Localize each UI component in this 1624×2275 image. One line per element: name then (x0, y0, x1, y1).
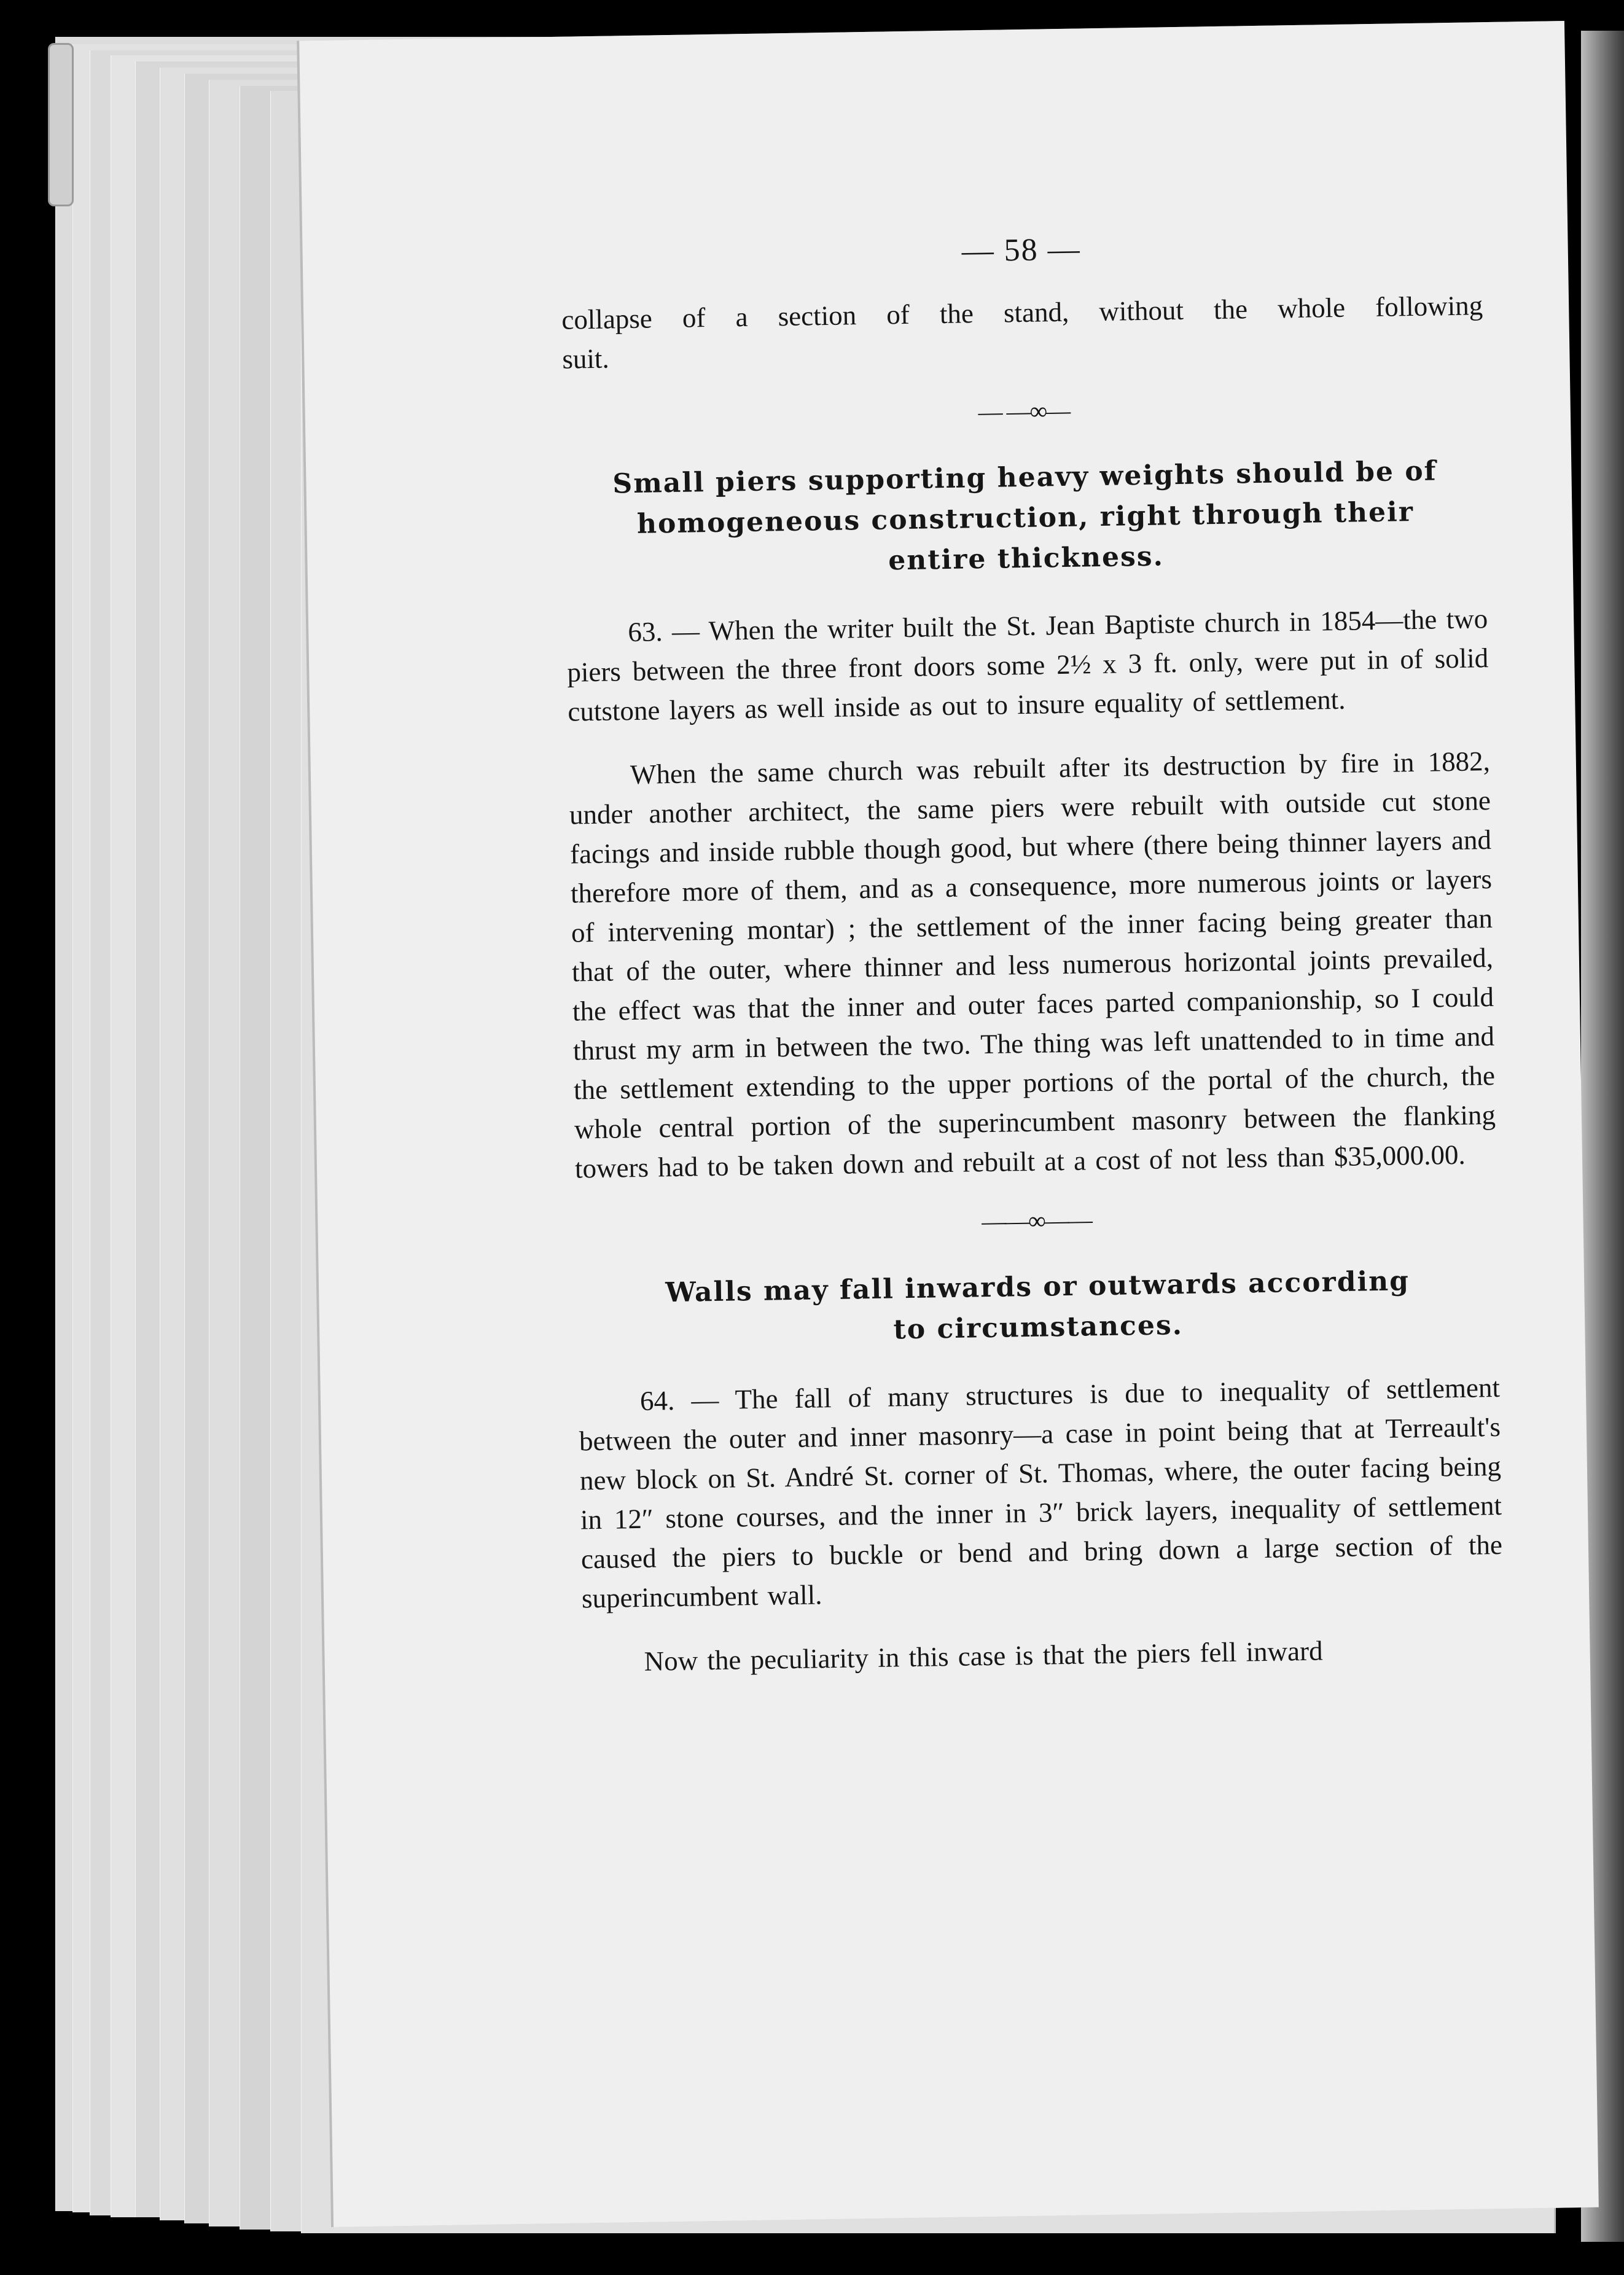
section-63-paragraph-1: 63. — When the writer built the St. Jean Baptiste church in 1854—the two piers between the three front doors some 2½ x 3 ft. only, were put in of solid cutstone layers as well inside as out to insure equality of settlement. (566, 603, 1489, 727)
section-64-heading-line-1: Walls may fall inwards or outwards according (665, 1265, 1410, 1309)
section-divider-ornament: — —∞— (978, 396, 1070, 426)
section-63-heading (564, 450, 1487, 587)
opening-line-2: suit. (561, 343, 610, 375)
section-63-heading-line-2: homogeneous construction, right through their (636, 496, 1415, 540)
page-content (560, 225, 1504, 1682)
section-63-heading-line-1: Small piers supporting heavy weights should be of (612, 455, 1437, 500)
section-64-heading-line-2: to circumstances. (893, 1309, 1184, 1346)
section-64-heading (577, 1260, 1499, 1356)
section-divider-ornament: ——∞—— (981, 1206, 1092, 1236)
document-page (299, 21, 1599, 2227)
section-63-paragraph-2: When the same church was rebuilt after its destruction by fire in 1882, under another architect, the same piers were rebuilt with outside cut stone facings and inside rubble though good, but where (there being thinner layers and therefore more of them, and as a consequence, more numerous joints or layers of intervening montar) ; the settlement of the inner facing being greater than that of the outer, where thinner and less numerous horizontal joints prevailed, the effect was that the inner and outer faces parted companionship, so I could thrust my arm in between the two. The thing was left unattended to in time and the settlement extending to the upper portions of the portal of the church, the whole central portion of the superincumbent masonry between the flanking towers had to be taken down and rebuilt at a cost of not less than $35,000.00. (569, 746, 1496, 1184)
page-number: — 58 — (961, 232, 1082, 269)
section-63-heading-line-3: entire thickness. (888, 540, 1165, 577)
binding-clip (48, 43, 74, 206)
section-64-paragraph-2: Now the peculiarity in this case is that the piers fell inward (644, 1635, 1323, 1677)
section-64-paragraph-1: 64. — The fall of many structures is due to inequality of settlement between the outer and inner masonry—a case in point being that at Terreault's new block on St. André St. corner of St. Thomas, where, the outer facing being in 12″ stone courses, and the inner in 3″ brick layers, inequality of settlement caused the piers to buckle or bend and bring down a large section of the superincumbent wall. (579, 1372, 1503, 1614)
opening-line-1: collapse of a section of the stand, without the whole following (561, 290, 1483, 335)
